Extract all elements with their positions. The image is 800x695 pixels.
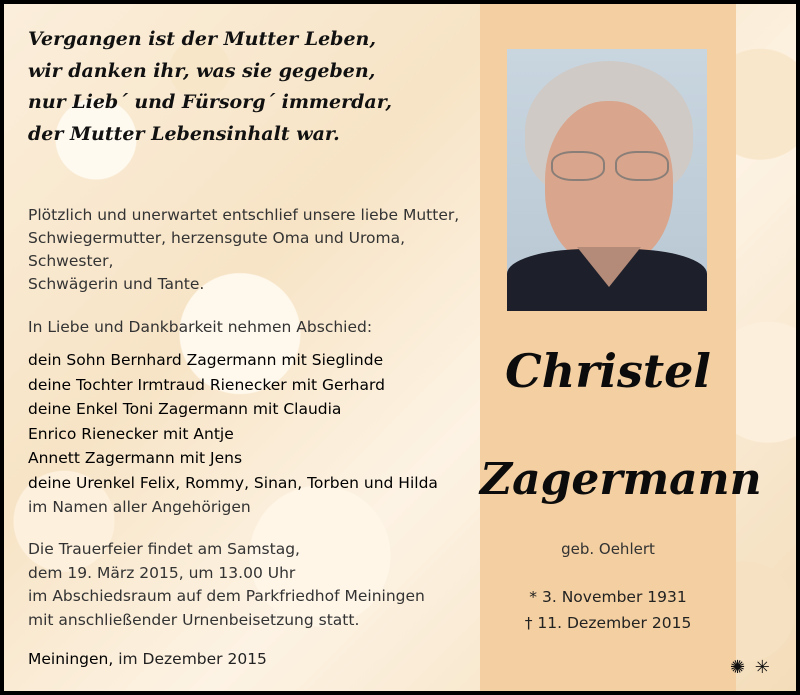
funeral-line: dem 19. März 2015, um 13.00 Uhr: [28, 563, 296, 582]
mourner-entry: deine Enkel Toni Zagermann mit Claudia: [28, 400, 342, 418]
deceased-first-name: Christel: [505, 344, 711, 398]
funeral-details: [28, 538, 468, 632]
mourner-entry: deine Tochter Irmtraud Rienecker mit Gerhard: [28, 375, 385, 394]
verse-line: der Mutter Lebensinhalt war.: [28, 122, 340, 145]
closing-place: Meiningen,: [28, 650, 114, 668]
place-date: [28, 650, 267, 668]
mourner-entry: Annett Zagermann mit Jens: [28, 449, 243, 467]
closing-date: im Dezember 2015: [113, 650, 267, 668]
birth-name: geb. Oehlert: [561, 540, 655, 558]
frame-bottom: [0, 691, 800, 695]
birth-date: * 3. November 1931: [529, 588, 687, 606]
mourners-footer: im Namen aller Angehörigen: [28, 498, 251, 516]
verse-line: wir danken ihr, was sie gegeben,: [28, 59, 376, 82]
funeral-line: im Abschiedsraum auf dem Parkfriedhof Meiningen: [28, 587, 425, 605]
deceased-panel: [480, 4, 762, 691]
dandelion-logo-icon: ✺ ✳: [730, 657, 772, 678]
mourner-entry: Enrico Rienecker mit Antje: [28, 424, 234, 443]
deceased-last-name: Zagermann: [480, 454, 762, 505]
frame-right: [796, 0, 800, 695]
verse-line: nur Lieb´ und Fürsorg´ immerdar,: [28, 91, 392, 113]
mourners-list: [28, 348, 468, 520]
verse-line: Vergangen ist der Mutter Leben,: [28, 28, 376, 50]
farewell-heading: In Liebe und Dankbarkeit nehmen Abschied:: [28, 318, 373, 336]
memorial-verse: [28, 24, 448, 150]
announcement-line: Schwiegermutter, herzensgute Oma und Uroma, Schwester,: [28, 229, 406, 270]
mourner-entry: deine Urenkel Felix, Rommy, Sinan, Torben und Hilda: [28, 473, 438, 492]
announcement-text: [28, 204, 468, 296]
funeral-line: mit anschließender Urnenbeisetzung statt.: [28, 610, 360, 629]
death-date: † 11. Dezember 2015: [524, 614, 692, 632]
announcement-line: Plötzlich und unerwartet entschlief unsere liebe Mutter,: [28, 206, 460, 224]
funeral-line: Die Trauerfeier findet am Samstag,: [28, 540, 300, 558]
portrait-photo: [507, 49, 707, 311]
mourner-entry: dein Sohn Bernhard Zagermann mit Sieglinde: [28, 351, 384, 369]
frame-left: [0, 0, 4, 695]
announcement-line: Schwägerin und Tante.: [28, 275, 205, 293]
